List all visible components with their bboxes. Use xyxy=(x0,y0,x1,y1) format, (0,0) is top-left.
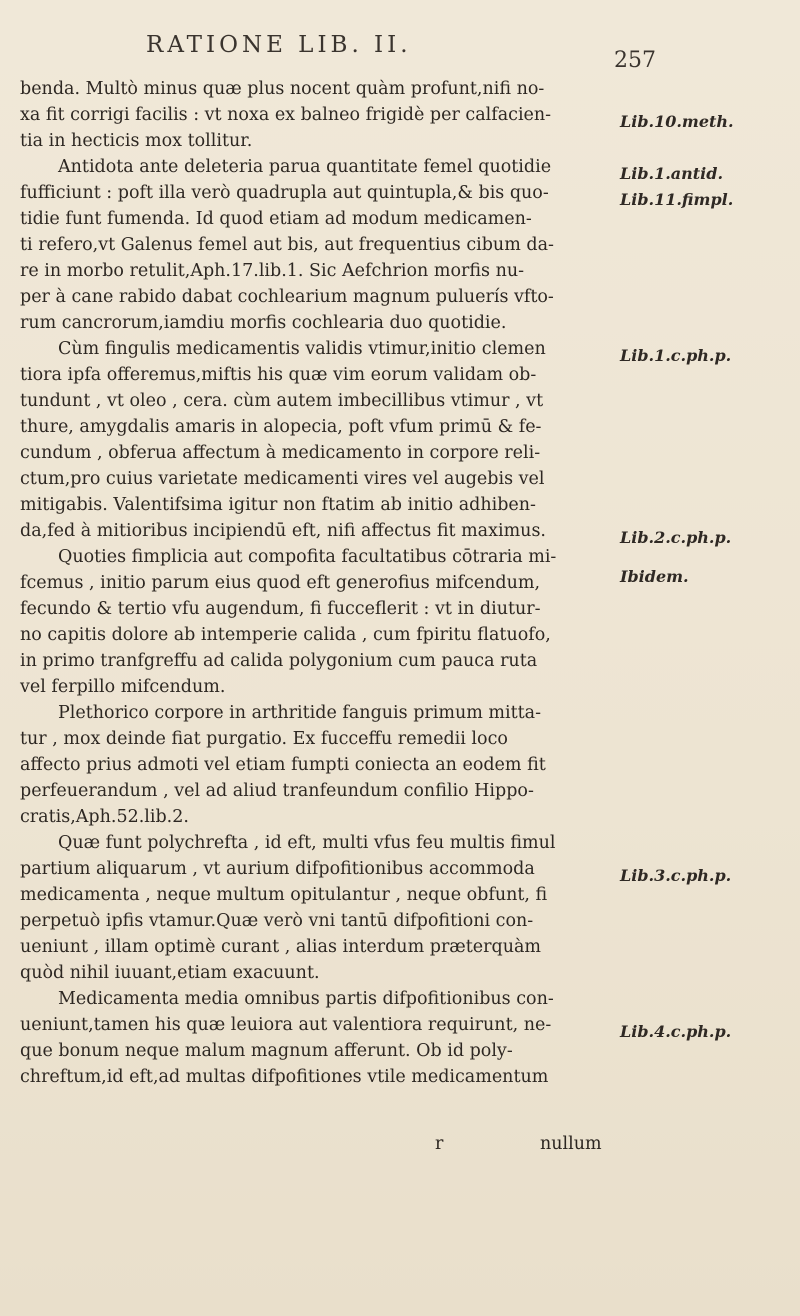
paragraph xyxy=(20,544,610,700)
text-line: in primo tranfgreffu ad calida polygonium cum pauca ruta xyxy=(20,651,538,671)
page-number: 257 xyxy=(614,48,656,73)
margin-note: Lib.3.c.ph.p. xyxy=(620,866,732,885)
margin-note: Lib.2.c.ph.p. xyxy=(620,528,732,547)
margin-note: Lib.11.fimpl. xyxy=(620,190,734,209)
margin-note: Lib.1.c.ph.p. xyxy=(620,346,732,365)
paragraph xyxy=(20,336,610,544)
signature-mark: r xyxy=(435,1134,444,1154)
text-line: rum cancrorum,iamdiu morfis cochlearia duo quotidie. xyxy=(20,313,507,333)
text-line: mitigabis. Valentifsima igitur non ftatim ab initio adhiben- xyxy=(20,495,536,515)
text-line: benda. Multò minus quæ plus nocent quàm profunt,nifi no- xyxy=(20,79,545,99)
text-line: ctum,pro cuius varietate medicamenti vires vel augebis vel xyxy=(20,469,545,489)
text-line: chreftum,id eft,ad multas difpofitiones vtile medicamentum xyxy=(20,1067,549,1087)
text-line: per à cane rabido dabat cochlearium magnum puluerís vfto- xyxy=(20,287,554,307)
text-line: perpetuò ipfis vtamur.Quæ verò vni tantū difpofitioni con- xyxy=(20,911,534,931)
text-line: tiora ipfa offeremus,miftis his quæ vim eorum validam ob- xyxy=(20,365,537,385)
text-line: tundunt , vt oleo , cera. cùm autem imbecillibus vtimur , vt xyxy=(20,391,544,411)
margin-note: Ibidem. xyxy=(620,567,689,586)
page-header xyxy=(0,28,800,78)
text-line: vel ferpillo mifcendum. xyxy=(20,677,226,697)
text-line: tia in hecticis mox tollitur. xyxy=(20,131,253,151)
catchword: nullum xyxy=(540,1134,602,1154)
text-line: Antidota ante deleteria parua quantitate femel quotidie xyxy=(58,157,552,177)
text-line: que bonum neque malum magnum afferunt. Ob id poly- xyxy=(20,1041,513,1061)
text-line: perfeuerandum , vel ad aliud tranfeundum confilio Hippo- xyxy=(20,781,534,801)
paragraph xyxy=(20,700,610,830)
text-line: fufficiunt : poft illa verò quadrupla aut quintupla,& bis quo- xyxy=(20,183,549,203)
text-line: xa fit corrigi facilis : vt noxa ex balneo frigidè per calfacien- xyxy=(20,105,552,125)
paragraph xyxy=(20,154,610,336)
text-line: Medicamenta media omnibus partis difpofitionibus con- xyxy=(58,989,554,1009)
text-line: Cùm fingulis medicamentis validis vtimur,initio clemen xyxy=(58,339,546,359)
text-line: ti refero,vt Galenus femel aut bis, aut frequentius cibum da- xyxy=(20,235,554,255)
paragraph xyxy=(20,76,610,154)
body-text xyxy=(20,76,610,1090)
text-line: partium aliquarum , vt aurium difpofitionibus accommoda xyxy=(20,859,535,879)
paragraph xyxy=(20,830,610,986)
text-line: tidie funt fumenda. Id quod etiam ad modum medicamen- xyxy=(20,209,532,229)
text-line: cundum , obferua affectum à medicamento in corpore reli- xyxy=(20,443,541,463)
text-line: no capitis dolore ab intemperie calida , cum fpiritu flatuofo, xyxy=(20,625,551,645)
text-line: ueniunt , illam optimè curant , alias interdum prӕterquàm xyxy=(20,937,542,957)
running-head: RATIONE LIB. II. xyxy=(146,32,412,58)
text-line: ueniunt,tamen his quæ leuiora aut valentiora requirunt, ne- xyxy=(20,1015,552,1035)
text-line: Quæ funt polychrefta , id eft, multi vfus feu multis fimul xyxy=(58,833,556,853)
text-line: thure, amygdalis amaris in alopecia, poft vfum primū & fe- xyxy=(20,417,542,437)
text-line: medicamenta , neque multum opitulantur , neque obfunt, fi xyxy=(20,885,548,905)
margin-note: Lib.4.c.ph.p. xyxy=(620,1022,732,1041)
paragraph xyxy=(20,986,610,1090)
text-line: cratis,Aph.52.lib.2. xyxy=(20,807,189,827)
text-line: fcemus , initio parum eius quod eft generofius mifcendum, xyxy=(20,573,541,593)
page-footer xyxy=(20,1134,610,1160)
margin-note: Lib.1.antid. xyxy=(620,164,724,183)
text-line: tur , mox deinde fiat purgatio. Ex fucceffu remedii loco xyxy=(20,729,508,749)
text-line: re in morbo retulit,Aph.17.lib.1. Sic Aefchrion morfis nu- xyxy=(20,261,525,281)
text-line: Plethorico corpore in arthritide fanguis primum mitta- xyxy=(58,703,541,723)
text-line: fecundo & tertio vfu augendum, fi fucceflerit : vt in diutur- xyxy=(20,599,541,619)
text-line: da,fed à mitioribus incipiendū eft, nifi affectus fit maximus. xyxy=(20,521,546,541)
margin-note: Lib.10.meth. xyxy=(620,112,734,131)
text-line: Quoties fimplicia aut compofita facultatibus cōtraria mi- xyxy=(58,547,557,567)
text-line: affecto prius admoti vel etiam fumpti coniecta an eodem fit xyxy=(20,755,546,775)
text-line: quòd nihil iuuant,etiam exacuunt. xyxy=(20,963,320,983)
